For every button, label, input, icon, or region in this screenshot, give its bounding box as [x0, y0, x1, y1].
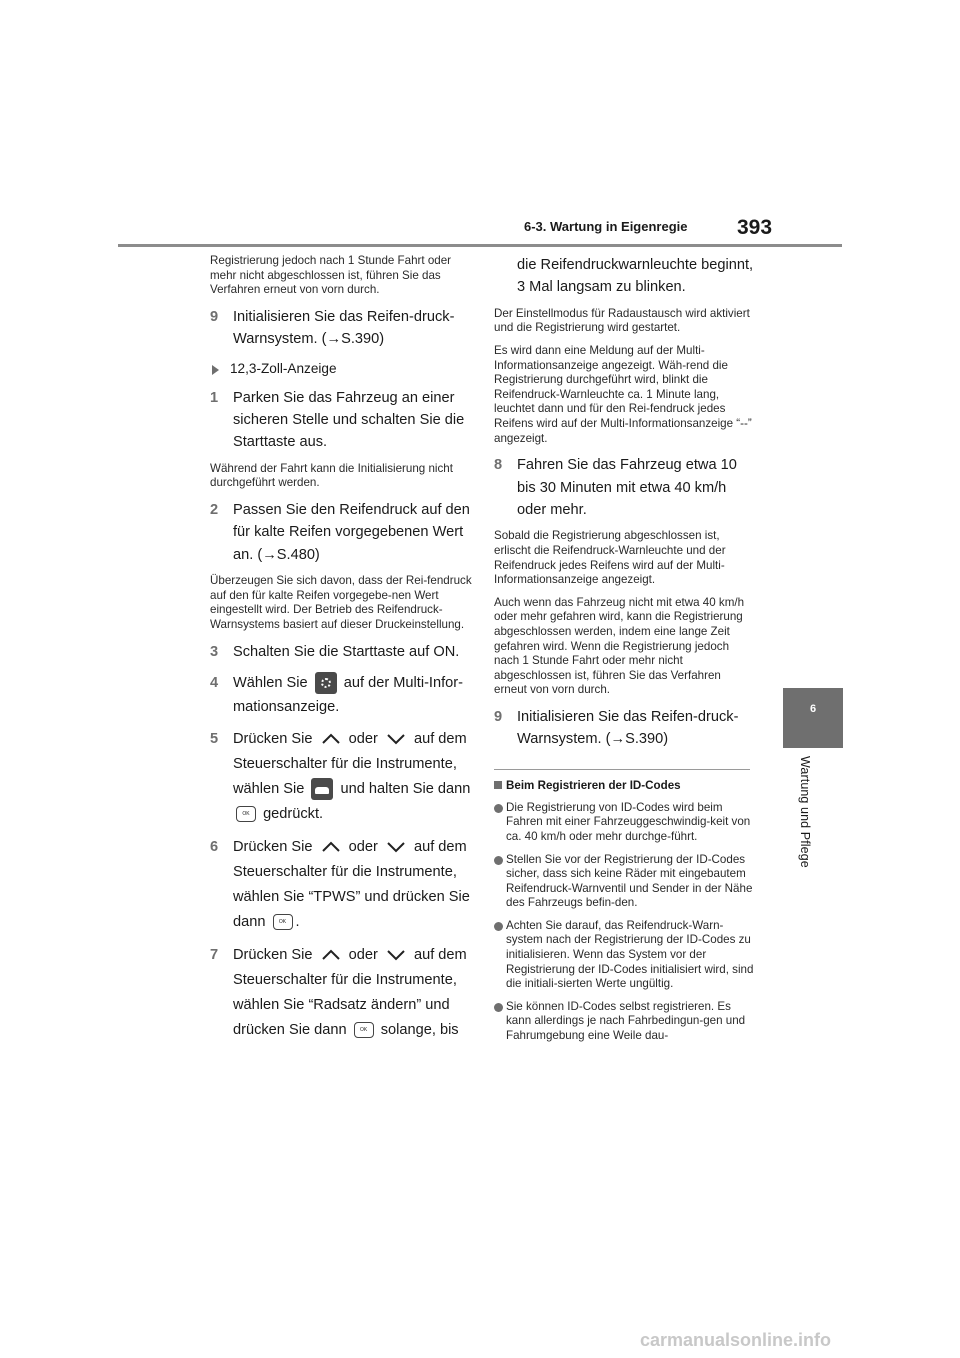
- chevron-up-icon: [320, 948, 342, 962]
- step-number: 1: [210, 389, 219, 406]
- step-text: auf dem Steuerschalter für die Instrumente, wählen Sie “TPWS” und drücken Sie dann: [233, 839, 470, 930]
- paragraph: Überzeugen Sie sich davon, dass der Rei-fendruck auf den für kalte Reifen vorgegebe-nen Wert eingestellt wird. Der Betrieb des Reifendruck-Warnsystems basiert auf dieser Druckeinstellung.: [210, 574, 472, 631]
- step-text: Drücken Sie: [233, 839, 313, 855]
- step-number: 9: [494, 708, 503, 725]
- step-number: 5: [210, 731, 219, 747]
- subheading-text: 12,3-Zoll-Anzeige: [230, 360, 337, 376]
- car-tire-icon: [311, 778, 333, 800]
- chevron-down-icon: [385, 732, 407, 746]
- step-9: [494, 706, 754, 751]
- paragraph: Während der Fahrt kann die Initialisierung nicht durchgeführt werden.: [210, 461, 453, 490]
- step-7: [210, 943, 475, 1043]
- chapter-label: Wartung und Pflege: [798, 756, 812, 868]
- ok-button-icon: OK: [273, 914, 293, 930]
- triangle-icon: [212, 365, 219, 375]
- step-text: Fahren Sie das Fahrzeug etwa 10 bis 30 Minuten mit etwa 40 km/h oder mehr.: [517, 457, 737, 518]
- note-heading-text: Beim Registrieren der ID-Codes: [506, 778, 681, 792]
- chevron-up-icon: [320, 840, 342, 854]
- step-2: [210, 499, 475, 566]
- step-number: 7: [210, 947, 219, 963]
- step-text: auf dem Steuerschalter für die Instrumente, wählen Sie: [233, 731, 467, 797]
- list-item-text: Achten Sie darauf, das Reifendruck-Warn-system nach der Registrierung der ID-Codes zu initialisieren. Wenn das System vor der Registrierung der ID-Codes initialisiert wird, sind die initiali-sierten Werte ungültig.: [506, 918, 754, 991]
- step-number: 6: [210, 839, 219, 855]
- step-text: .: [295, 914, 300, 930]
- step-number: 9: [210, 308, 219, 325]
- list-item: [494, 1000, 754, 1044]
- step-text: Schalten Sie die Starttaste auf ON.: [233, 643, 460, 660]
- paragraph: Der Einstellmodus für Radaustausch wird aktiviert und die Registrierung wird gestartet.: [494, 306, 750, 335]
- step-1: [210, 387, 475, 454]
- step-text: Wählen Sie: [233, 675, 308, 691]
- section-header: 6-3. Wartung in Eigenregie: [524, 219, 688, 234]
- step-number: 2: [210, 502, 219, 518]
- left-column: [210, 254, 475, 1051]
- list-item: [494, 919, 754, 992]
- step-text: die Reifendruckwarnleuchte beginnt, 3 Mal langsam zu blinken.: [517, 257, 754, 296]
- step-text: auf dem Steuerschalter für die Instrumente, wählen Sie “Radsatz ändern” und drücken Sie dann: [233, 947, 467, 1038]
- ok-button-icon: OK: [354, 1022, 374, 1038]
- chapter-tab: 6: [783, 688, 843, 748]
- bullet-dot-icon: [494, 856, 503, 865]
- step-text: und halten Sie dann: [340, 781, 471, 797]
- bullet-dot-icon: [494, 922, 503, 931]
- step-number: 3: [210, 643, 219, 660]
- paragraph: Sobald die Registrierung abgeschlossen ist, erlischt die Reifendruck-Warnleuchte und der Reifendruck jedes Reifens wird auf der Multi-Informationsanzeige angezeigt.: [494, 529, 726, 587]
- paragraph: Registrierung jedoch nach 1 Stunde Fahrt oder mehr nicht abgeschlossen ist, führen Sie das Verfahren erneut von vorn durch.: [210, 254, 452, 297]
- step-text: solange, bis: [380, 1022, 459, 1038]
- ok-button-icon: OK: [236, 806, 256, 822]
- chevron-down-icon: [385, 948, 407, 962]
- step-text: Initialisieren Sie das Reifen-druck-Warnsystem. (→S.390): [233, 308, 455, 348]
- step-8: [494, 454, 754, 521]
- section-divider: [494, 769, 750, 770]
- step-6: [210, 835, 475, 935]
- right-column: [494, 254, 754, 1052]
- square-bullet-icon: [494, 781, 502, 789]
- step-text: Drücken Sie: [233, 731, 313, 747]
- subheading-12-3-zoll: [210, 359, 475, 379]
- step-5: [210, 727, 475, 827]
- note-heading: [494, 778, 754, 793]
- watermark: carmanualsonline.info: [640, 1330, 832, 1350]
- list-item-text: Sie können ID-Codes selbst registrieren. Es kann allerdings je nach Fahrbedingun-gen und Fahrumgebung eine Weile dau-: [506, 999, 746, 1043]
- paragraph: Auch wenn das Fahrzeug nicht mit etwa 40 km/h oder mehr gefahren wird, kann die Registrierung abgeschlossen werden, indem eine lange Zeit gefahren wird. Wenn die Registrierung jedoch nach 1 Stunde Fahrt oder mehr nicht abgeschlossen ist, führen Sie das Verfahren erneut von vorn durch.: [494, 595, 745, 697]
- header-rule: [118, 244, 842, 247]
- bullet-dot-icon: [494, 804, 503, 813]
- step-9: [210, 306, 475, 351]
- step-text: Drücken Sie: [233, 947, 313, 963]
- step-number: 4: [210, 675, 219, 691]
- step-text: Parken Sie das Fahrzeug an einer sicheren Stelle und schalten Sie die Starttaste aus.: [233, 389, 465, 451]
- step-text: auf der Multi-Infor-mationsanzeige.: [233, 675, 463, 715]
- page-number: 393: [737, 216, 773, 239]
- list-item: [494, 853, 754, 911]
- chevron-down-icon: [385, 840, 407, 854]
- bullet-dot-icon: [494, 1003, 503, 1012]
- settings-gear-icon: [315, 672, 337, 694]
- paragraph: Es wird dann eine Meldung auf der Multi-Informationsanzeige angezeigt. Wäh-rend die Registrierung durchgeführt wird, blinkt die Reifendruck-Warnleuchte ca. 1 Minute lang, leuchtet dann und für den Rei-fendruck jedes Reifens wird auf der Multi-Informationsanzeige “--” angezeigt.: [494, 344, 752, 445]
- step-number: 8: [494, 457, 503, 474]
- step-text: Passen Sie den Reifendruck auf den für kalte Reifen vorgegebenen Wert an. (→S.480): [233, 502, 470, 563]
- step-text: gedrückt.: [263, 806, 324, 822]
- list-item-text: Die Registrierung von ID-Codes wird beim Fahren mit einer Fahrzeuggeschwindig-keit von ca. 40 km/h oder mehr durchge-führt.: [506, 800, 751, 843]
- step-text: Initialisieren Sie das Reifen-druck-Warnsystem. (→S.390): [517, 708, 739, 748]
- list-item-text: Stellen Sie vor der Registrierung der ID-Codes sicher, dass sich keine Räder mit eingebautem Reifendruck-Warnventil und Sender in der Nähe des Fahrzeugs befin-den.: [506, 852, 753, 910]
- step-text: oder: [348, 839, 378, 855]
- step-7-continued: [494, 254, 754, 299]
- step-4: [210, 671, 475, 719]
- chevron-up-icon: [320, 732, 342, 746]
- list-item: [494, 801, 754, 845]
- step-3: [210, 641, 475, 663]
- step-text: oder: [348, 947, 378, 963]
- step-text: oder: [348, 731, 378, 747]
